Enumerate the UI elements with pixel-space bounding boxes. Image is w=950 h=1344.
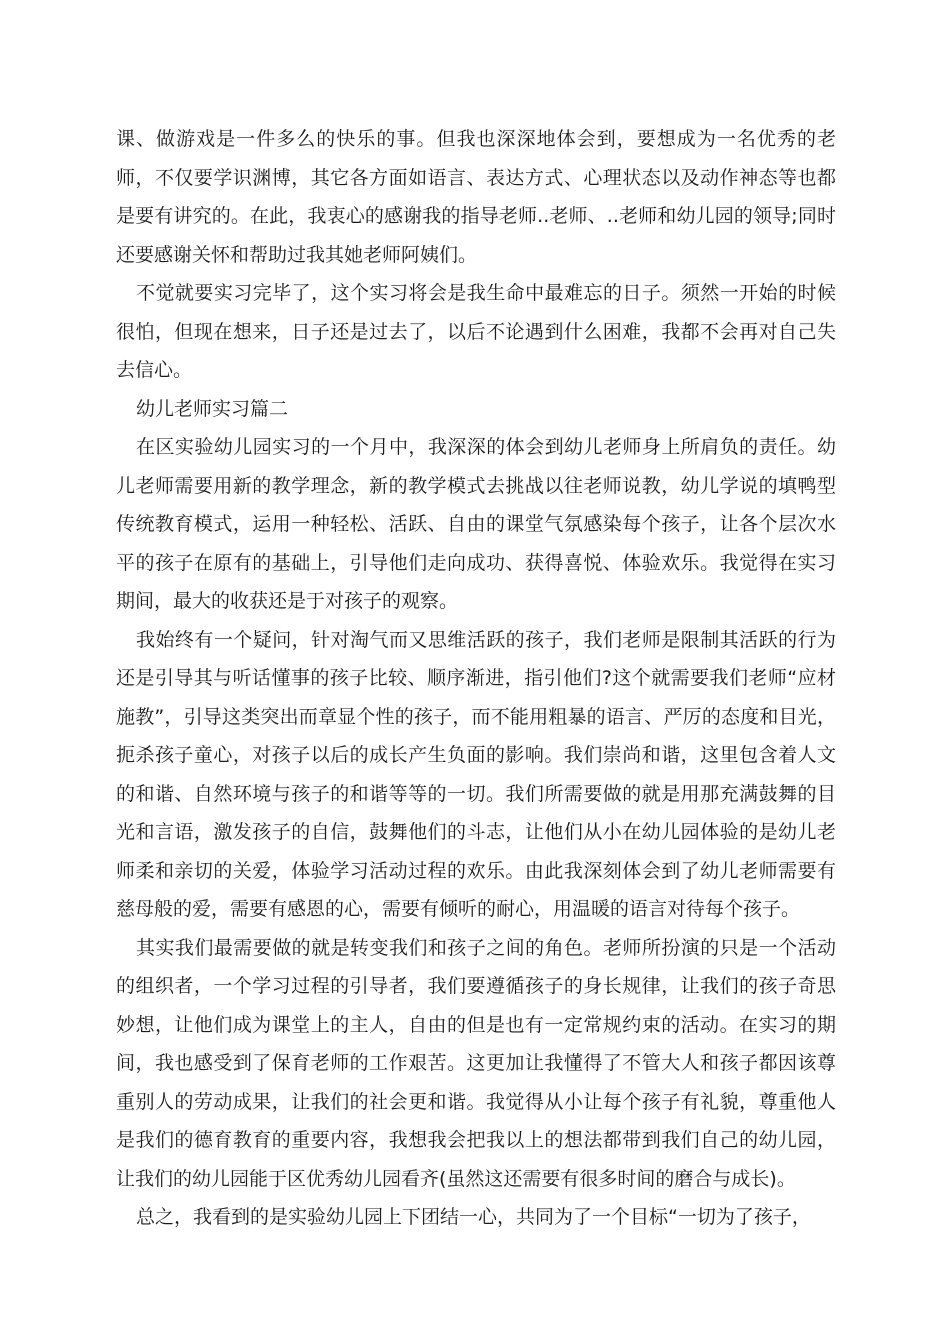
paragraph: 总之，我看到的是实验幼儿园上下团结一心，共同为了一个目标“一切为了孩子，	[136, 1206, 811, 1228]
document-body	[116, 120, 836, 1237]
paragraph: 我始终有一个疑问，针对淘气而又思维活跃的孩子，我们老师是限制其活跃的行为还是引导其与听话懂事的孩子比较、顺序渐进，指引他们?这个就需要我们老师“应材施教”，引导这类突出而章显个性的孩子，而不能用粗暴的语言、严厉的态度和目光，扼杀孩子童心，对孩子以后的成长产生负面的影响。我们崇尚和谐，这里包含着人文的和谐、自然环境与孩子的和谐等等的一切。我们所需要做的就是用那充满鼓舞的目光和言语，激发孩子的自信，鼓舞他们的斗志，让他们从小在幼儿园体验的是幼儿老师柔和亲切的关爱，体验学习活动过程的欢乐。由此我深刻体会到了幼儿老师需要有慈母般的爱，需要有感恩的心，需要有倾听的耐心，用温暖的语言对待每个孩子。	[116, 628, 836, 920]
paragraph-continuation: 课、做游戏是一件多么的快乐的事。但我也深深地体会到，要想成为一名优秀的老师，不仅要学识渊博，其它各方面如语言、表达方式、心理状态以及动作神态等也都是要有讲究的。在此，我衷心的感谢我的指导老师..老师、..老师和幼儿园的领导;同时还要感谢关怀和帮助过我其她老师阿姨们。	[116, 128, 836, 266]
paragraph: 其实我们最需要做的就是转变我们和孩子之间的角色。老师所扮演的只是一个活动的组织者，一个学习过程的引导者，我们要遵循孩子的身长规律，让我们的孩子奇思妙想，让他们成为课堂上的主人，自由的但是也有一定常规约束的活动。在实习的期间，我也感受到了保育老师的工作艰苦。这更加让我懂得了不管大人和孩子都因该尊重别人的劳动成果，让我们的社会更和谐。我觉得从小让每个孩子有礼貌，尊重他人是我们的德育教育的重要内容，我想我会把我以上的想法都带到我们自己的幼儿园，让我们的幼儿园能于区优秀幼儿园看齐(虽然这还需要有很多时间的磨合与成长)。	[116, 936, 836, 1190]
paragraph: 不觉就要实习完毕了，这个实习将会是我生命中最难忘的日子。须然一开始的时候很怕，但现在想来，日子还是过去了，以后不论遇到什么困难，我都不会再对自己失去信心。	[116, 282, 836, 381]
section-heading: 幼儿老师实习篇二	[136, 397, 289, 420]
paragraph: 在区实验幼儿园实习的一个月中，我深深的体会到幼儿老师身上所肩负的责任。幼儿老师需要用新的教学理念，新的教学模式去挑战以往老师说教，幼儿学说的填鸭型传统教育模式，运用一种轻松、活跃、自由的课堂气氛感染每个孩子，让各个层次水平的孩子在原有的基础上，引导他们走向成功、获得喜悦、体验欢乐。我觉得在实习期间，最大的收获还是于对孩子的观察。	[116, 436, 836, 612]
